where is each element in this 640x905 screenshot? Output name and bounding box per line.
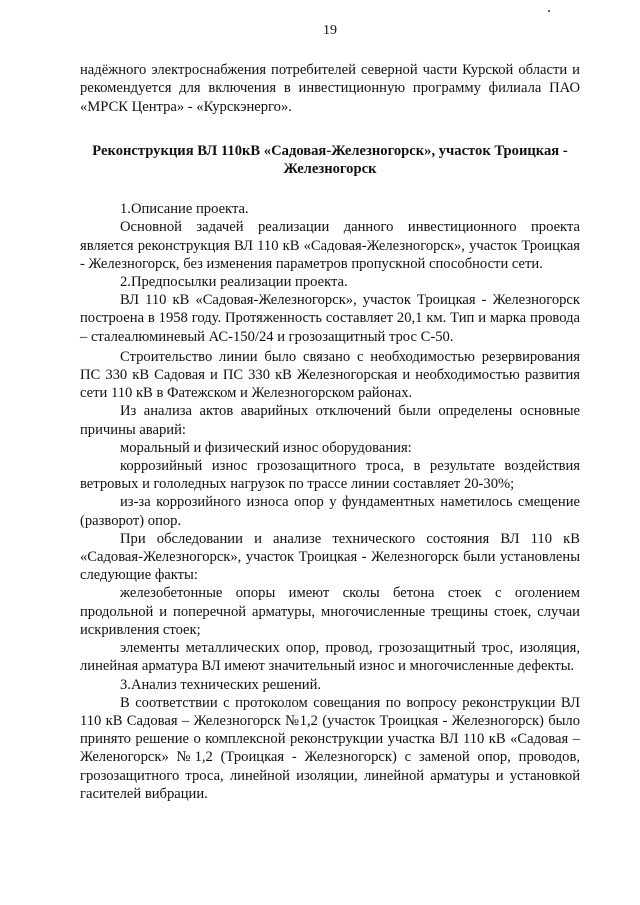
intro-paragraph: надёжного электроснабжения потребителей северной части Курской области и рекомендуется для включения в инвестиционную программу филиала ПАО «МРСК Центра» - «Курскэнерго». — [80, 62, 580, 115]
list-item-wear: моральный и физический износ оборудования: — [120, 439, 412, 456]
paragraph-main-goal: Основной задачей реализации данного инвестиционного проекта является реконструкция ВЛ 110 кВ «Садовая-Железногорск», участок Троицкая - Железногорск, без изменения параметров пропускной способности сети. — [80, 219, 580, 272]
paragraph-description-title: 1.Описание проекта. — [120, 201, 249, 218]
paragraph-construction-reason: Строительство линии было связано с необходимостью резервирования ПС 330 кВ Садовая и ПС 330 кВ Железногорская и необходимостью развития сети 110 кВ в Фатежском и Железногорском районах. — [80, 348, 580, 402]
paragraph-line-history: ВЛ 110 кВ «Садовая-Железногорск», участок Троицкая - Железногорск построена в 1958 году. Протяженность составляет 20,1 км. Тип и марка провода – сталеалюминевый АС-150/24 и грозозащитный трос С-50. — [80, 292, 580, 345]
list-item-concrete-supports: железобетонные опоры имеют сколы бетона стоек с оголением продольной и поперечной арматуры, многочисленные трещины стоек, случаи искривления стоек; — [80, 585, 580, 638]
paragraph-inspection: При обследовании и анализе технического состояния ВЛ 110 кВ «Садовая-Железногорск», участок Троицкая - Железногорск были установлены следующие факты: — [80, 530, 580, 584]
paragraph-accident-analysis: Из анализа актов аварийных отключений были определены основные причины аварий: — [80, 403, 580, 438]
scan-speck — [548, 10, 550, 12]
list-item-support-shift: из-за коррозийного износа опор у фундаментных наметилось смещение (разворот) опор. — [80, 494, 580, 529]
paragraph-technical-title: 3.Анализ технических решений. — [120, 676, 322, 693]
page-number: 19 — [323, 23, 337, 38]
list-item-metal-elements: элементы металлических опор, провод, грозозащитный трос, изоляция, линейная арматура ВЛ имеют значительный износ и многочисленные дефекты. — [80, 640, 580, 675]
paragraph-prerequisites-title: 2.Предпосылки реализации проекта. — [120, 274, 348, 291]
paragraph-decision: В соответствии с протоколом совещания по вопросу реконструкции ВЛ 110 кВ Садовая – Железногорск №1,2 (участок Троицкая - Железногорск) было принято решение о комплексной реконструкции участка ВЛ 110 кВ «Садовая – Желеногорск» №1,2 (Троицкая - Железногорск) с заменой опор, проводов, грозозащитного троса, линейной изоляции, линейной арматуры и установкой гасителей вибрации. — [80, 694, 580, 802]
list-item-cable-corrosion: коррозийный износ грозозащитного троса, в результате воздействия ветровых и гололедных нагрузок по трассе линии составляет 20-30%; — [80, 458, 580, 493]
section-heading: Реконструкция ВЛ 110кВ «Садовая-Железногорск», участок Троицкая - Железногорск — [92, 142, 568, 178]
